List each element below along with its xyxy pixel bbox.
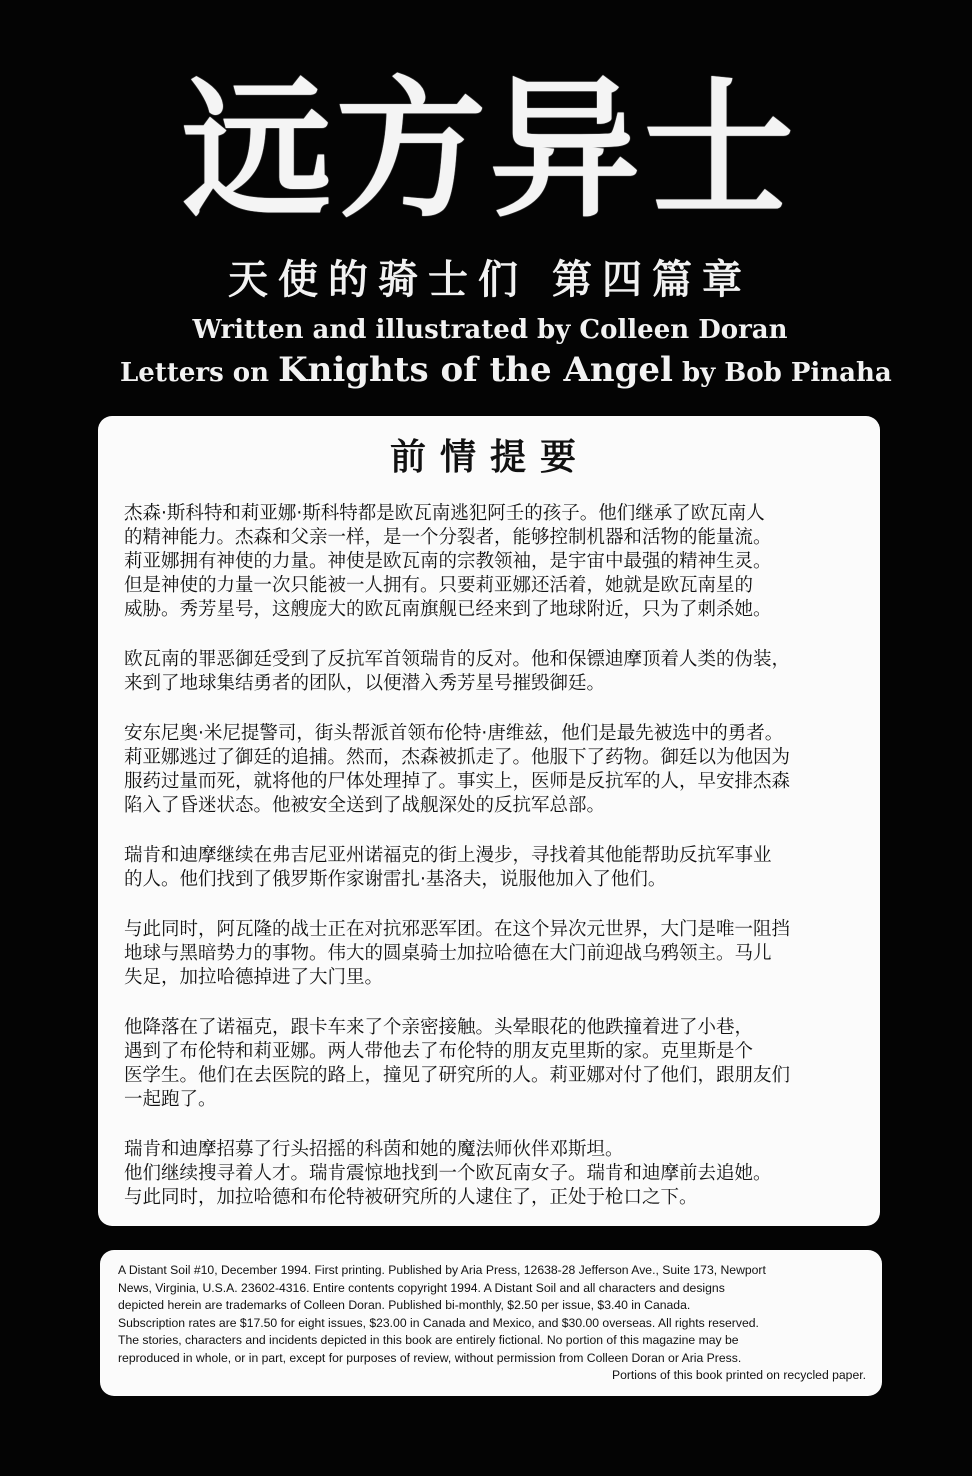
recap-line: 一起跑了。 — [124, 1089, 217, 1110]
recap-line: 陷入了昏迷状态。他被安全送到了战舰深处的反抗军总部。 — [124, 795, 606, 816]
recap-line: 但是神使的力量一次只能被一人拥有。只要莉亚娜还活着，她就是欧瓦南星的 — [124, 575, 754, 596]
legal-recycled-paper-line: Portions of this book printed on recycled paper. — [611, 1368, 866, 1382]
recap-line: 服药过量而死，就将他的尸体处理掉了。事实上，医师是反抗军的人，早安排杰森 — [124, 771, 791, 792]
legal-line: Subscription rates are $17.50 for eight issues, $23.00 in Canada and Mexico, and $30.00 overseas. All rights reserved. — [118, 1315, 759, 1330]
recap-paragraph — [124, 648, 856, 696]
recap-line: 瑞肯和迪摩招募了行头招摇的科茵和她的魔法师伙伴邓斯坦。 — [124, 1139, 624, 1160]
legal-line: News, Virginia, U.S.A. 23602-4316. Entire contents copyright 1994. A Distant Soil and all characters and designs — [118, 1280, 725, 1295]
letterer-credit — [120, 348, 892, 392]
recap-line: 安东尼奥·米尼提警司，街头帮派首领布伦特·唐维兹，他们是最先被选中的勇者。 — [124, 723, 784, 744]
recap-line: 遇到了布伦特和莉亚娜。两人带他去了布伦特的朋友克里斯的家。克里斯是个 — [124, 1041, 754, 1062]
recap-line: 莉亚娜拥有神使的力量。神使是欧瓦南的宗教领袖，是宇宙中最强的精神生灵。 — [124, 551, 772, 572]
recap-line: 来到了地球集结勇者的团队，以便潜入秀芳星号摧毁御廷。 — [124, 673, 606, 694]
recap-line: 他降落在了诺福克，跟卡车来了个亲密接触。头晕眼花的他跌撞着进了小巷， — [124, 1017, 754, 1038]
recap-line: 杰森·斯科特和莉亚娜·斯科特都是欧瓦南逃犯阿壬的孩子。他们继承了欧瓦南人 — [124, 503, 765, 524]
recap-paragraph — [124, 1138, 856, 1210]
chapter-subtitle: 天使的骑士们 第四篇章 — [228, 257, 752, 303]
legal-line: depicted herein are trademarks of Colleen Doran. Published bi-monthly, $2.50 per issue, $3.40 in Canada. — [118, 1298, 691, 1312]
recap-line: 地球与黑暗势力的事物。伟大的圆桌骑士加拉哈德在大门前迎战乌鸦领主。马儿 — [124, 943, 772, 964]
recap-paragraph — [124, 502, 856, 622]
recap-paragraph — [124, 722, 856, 818]
recap-paragraph — [124, 918, 856, 990]
recap-line: 他们继续搜寻着人才。瑞肯震惊地找到一个欧瓦南女子。瑞肯和迪摩前去追她。 — [124, 1163, 772, 1184]
recap-line: 与此同时，阿瓦隆的战士正在对抗邪恶军团。在这个异次元世界，大门是唯一阻挡 — [124, 919, 791, 940]
legal-notice-body — [118, 1262, 866, 1367]
recap-paragraph — [124, 844, 856, 892]
recap-line: 瑞肯和迪摩继续在弗吉尼亚州诺福克的街上漫步，寻找着其他能帮助反抗军事业 — [124, 845, 772, 866]
letterer-credit-prefix: Letters on — [120, 358, 279, 388]
recap-heading: 前情提要 — [389, 437, 590, 478]
legal-line: The stories, characters and incidents depicted in this book are entirely fictional. No portion of this magazine may be — [118, 1333, 739, 1347]
legal-line: A Distant Soil #10, December 1994. First printing. Published by Aria Press, 12638-28 Jefferson Ave., Suite 173, Newport — [118, 1263, 766, 1277]
recap-line: 威胁。秀芳星号，这艘庞大的欧瓦南旗舰已经来到了地球附近，只为了刺杀她。 — [124, 599, 772, 620]
series-logo-title: 远方异士 — [181, 62, 798, 238]
recap-body — [124, 502, 856, 1210]
recap-line: 的人。他们找到了俄罗斯作家谢雷扎·基洛夫，说服他加入了他们。 — [124, 869, 667, 890]
story-title: Knights of the Angel — [278, 350, 673, 390]
letterer-credit-suffix: by Bob Pinaha — [672, 358, 892, 388]
recap-line: 的精神能力。杰森和父亲一样，是一个分裂者，能够控制机器和活物的能量流。 — [124, 527, 772, 548]
recap-panel — [98, 416, 880, 1226]
writer-artist-credit: Written and illustrated by Colleen Doran — [192, 315, 788, 345]
legal-line: reproduced in whole, or in part, except for purposes of review, without permission from Colleen Doran or Aria Press. — [118, 1350, 742, 1365]
recap-paragraph — [124, 1016, 856, 1112]
recap-line: 与此同时，加拉哈德和布伦特被研究所的人逮住了，正处于枪口之下。 — [124, 1187, 698, 1208]
recap-line: 莉亚娜逃过了御廷的追捕。然而，杰森被抓走了。他服下了药物。御廷以为他因为 — [124, 747, 791, 768]
legal-notice-panel — [100, 1250, 882, 1396]
recap-line: 欧瓦南的罪恶御廷受到了反抗军首领瑞肯的反对。他和保镖迪摩顶着人类的伪装， — [124, 649, 791, 670]
recap-line: 医学生。他们在去医院的路上，撞见了研究所的人。莉亚娜对付了他们，跟朋友们 — [124, 1065, 791, 1086]
recap-line: 失足，加拉哈德掉进了大门里。 — [124, 967, 384, 988]
